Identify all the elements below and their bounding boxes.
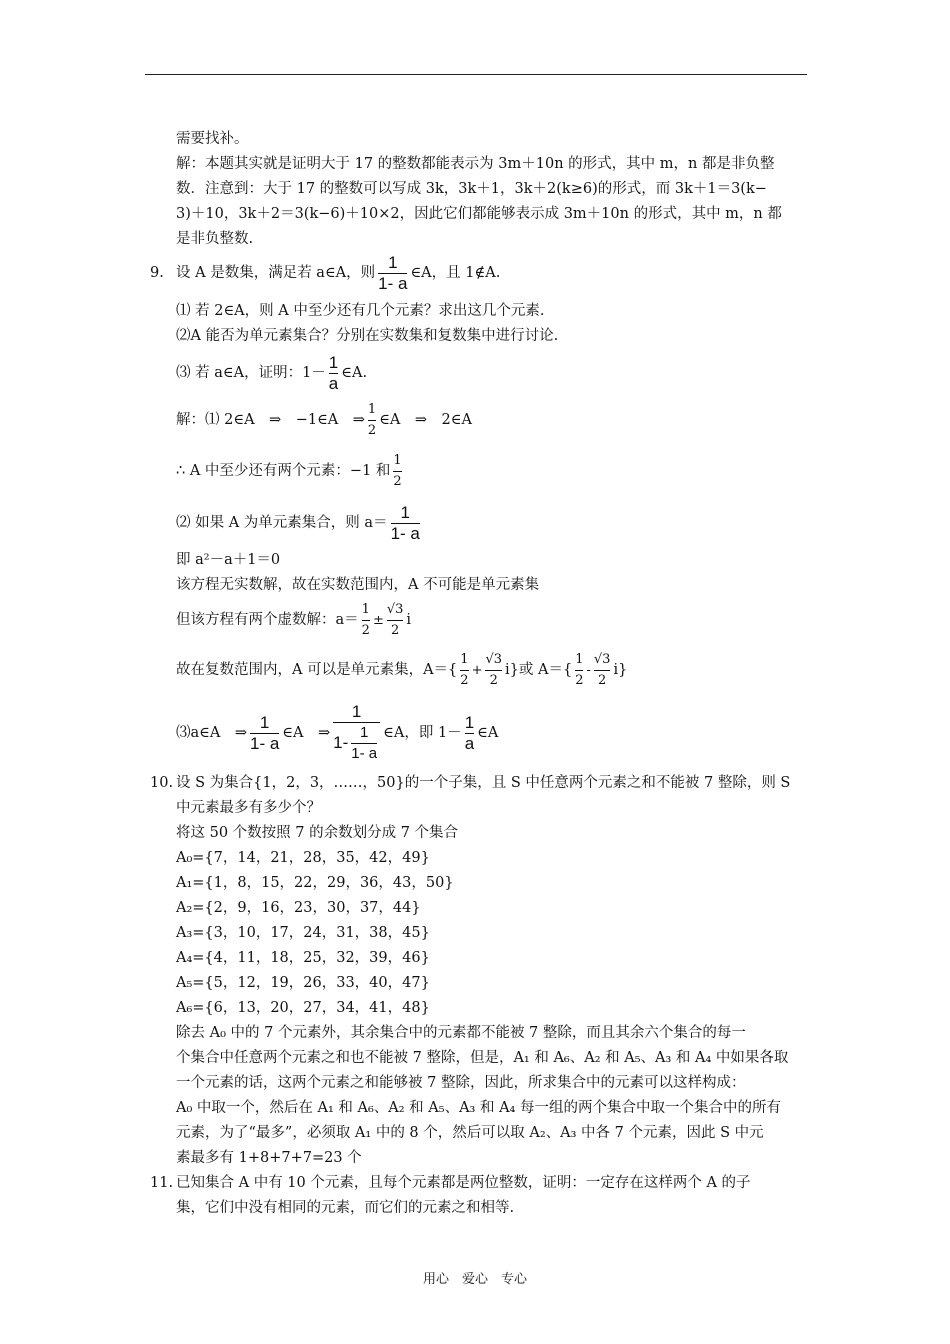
q10-para-6: 素最多有 1+8+7+7=23 个 (176, 1150, 362, 1166)
q8-line-4: 3)＋10，3k＋2＝3(k−6)＋10×2，因此它们都能够表示成 3m＋10n 的形式，其中 m，n 都 (176, 206, 782, 222)
q10-number: 10. (150, 775, 174, 791)
fraction: $\frac{1}{1- a}$ (378, 252, 408, 293)
set-row: A₄={4，11，18，25，32，39，46} (176, 950, 430, 966)
q9-part-1: ⑴ 若 2∈A，则 A 中至少还有几个元素？求出这几个元素. (176, 303, 545, 319)
fraction: $\frac{1}{1- a}$ (250, 712, 280, 753)
q9-solution-8: ⑶a∈A ⇒ $\frac{1}{1- a}$ ∈A ⇒ 1 1- $\frac{1}{1- a}$ ∈A，即 1－ $\frac{1}{a}$ ∈A (176, 702, 499, 762)
q8-line-3: 数．注意到：大于 17 的整数可以写成 3k，3k＋1，3k＋2(k≥6)的形式，而 3k＋1＝3(k− (176, 181, 767, 197)
q9-solution-6: 但该方程有两个虚数解：a＝ $\frac{1}{2}$ ± $\frac{√3}{2}$ i (176, 598, 411, 643)
fraction: $\frac{1}{a}$ (328, 352, 339, 393)
q10-para-2: 个集合中任意两个元素之和也不能被 7 整除，但是，A₁ 和 A₆、A₂ 和 A₅、A₃ 和 A₄ 中如果各取 (176, 1050, 789, 1066)
set-row: A₃={3，10，17，24，31，38，45} (176, 925, 430, 941)
q8-line-2: 解：本题其实就是证明大于 17 的整数都能表示为 3m＋10n 的形式，其中 m，n 都是非负整 (176, 156, 775, 172)
compound-fraction: 1 1- $\frac{1}{1- a}$ (333, 702, 380, 764)
q9-part-3: ⑶ 若 a∈A，证明：1－ $\frac{1}{a}$ ∈A. (176, 352, 368, 393)
fraction: $\frac{1}{a}$ (464, 712, 475, 753)
q8-line-5: 是非负整数. (176, 231, 254, 247)
q10-para-3: 一个元素的话，这两个元素之和能够被 7 整除，因此，所求集合中的元素可以这样构成： (176, 1075, 746, 1091)
fraction: $\frac{√3}{2}$ (594, 650, 611, 691)
q9-solution-4: 即 a²－a＋1＝0 (176, 552, 281, 568)
fraction: $\frac{1}{2}$ (460, 650, 468, 691)
q10-line-3: 将这 50 个数按照 7 的余数划分成 7 个集合 (176, 825, 459, 841)
fraction: $\frac{1}{2}$ (575, 650, 583, 691)
q9-solution-7: 故在复数范围内，A 可以是单元素集，A＝{ $\frac{1}{2}$ + $\frac{√3}{2}$ i}或 A＝{ $\frac{1}{2}$ - $\frac{√3}{2}$ i} (176, 648, 627, 693)
q10-para-1: 除去 A₀ 中的 7 个元素外，其余集合中的元素都不能被 7 整除，而且其余六个集合的每一 (176, 1025, 746, 1041)
page-footer: 用心 爱心 专心 (422, 1272, 527, 1287)
set-row: A₅={5，12，19，26，33，40，47} (176, 975, 430, 991)
q9-solution-2: ∴ A 中至少还有两个元素：−1 和 $\frac{1}{2}$ (176, 449, 405, 493)
q10-para-5: 元素，为了“最多”，必须取 A₁ 中的 8 个，然后可以取 A₂、A₃ 中各 7 个元素，因此 S 中元 (176, 1125, 764, 1141)
q9-part-2: ⑵A 能否为单元素集合？分别在实数集和复数集中进行讨论. (176, 328, 559, 344)
q11-line-2: 集，它们中没有相同的元素，而它们的元素之和相等. (176, 1200, 515, 1216)
q9-solution-5: 该方程无实数解，故在实数范围内，A 不可能是单元素集 (176, 577, 540, 593)
q10-line-2: 中元素最多有多少个？ (176, 800, 321, 816)
inner-fraction: $\frac{1}{1- a}$ (351, 724, 378, 762)
q10-line-1: 设 S 为集合{1，2，3，……，50}的一个子集，且 S 中任意两个元素之和不能被 7 整除，则 S (176, 775, 791, 791)
fraction: $\frac{1}{2}$ (393, 451, 401, 492)
fraction: $\frac{1}{1- a}$ (390, 502, 420, 543)
q10-para-4: A₀ 中取一个，然后在 A₁ 和 A₆、A₂ 和 A₅、A₃ 和 A₄ 每一组的两个集合中取一个集合中的所有 (176, 1100, 781, 1116)
set-row: A₆={6，13，20，27，34，41，48} (176, 1000, 430, 1016)
q8-line-1: 需要找补。 (176, 131, 249, 147)
fraction: $\frac{1}{2}$ (362, 600, 370, 641)
q11-number: 11. (150, 1175, 174, 1191)
fraction: $\frac{√3}{2}$ (485, 650, 502, 691)
set-row: A₂={2，9，16，23，30，37，44} (176, 900, 421, 916)
fraction: $\frac{√3}{2}$ (387, 600, 404, 641)
header-rule (145, 74, 807, 75)
q9-stem: 设 A 是数集，满足若 a∈A，则 $\frac{1}{1- a}$ ∈A，且 1∉A. (176, 252, 501, 293)
q9-number: 9. (150, 265, 164, 281)
q9-solution-3: ⑵ 如果 A 为单元素集合，则 a＝ $\frac{1}{1- a}$ (176, 502, 420, 543)
q11-line-1: 已知集合 A 中有 10 个元素，且每个元素都是两位整数，证明：一定存在这样两个 A 的子 (176, 1175, 751, 1191)
q9-solution-1: 解：⑴ 2∈A ⇒ −1∈A ⇒ $\frac{1}{2}$ ∈A ⇒ 2∈A (176, 398, 472, 442)
fraction: $\frac{1}{2}$ (368, 400, 376, 441)
set-row: A₁={1，8，15，22，29，36，43，50} (176, 875, 454, 891)
set-row: A₀={7，14，21，28，35，42，49} (176, 850, 430, 866)
